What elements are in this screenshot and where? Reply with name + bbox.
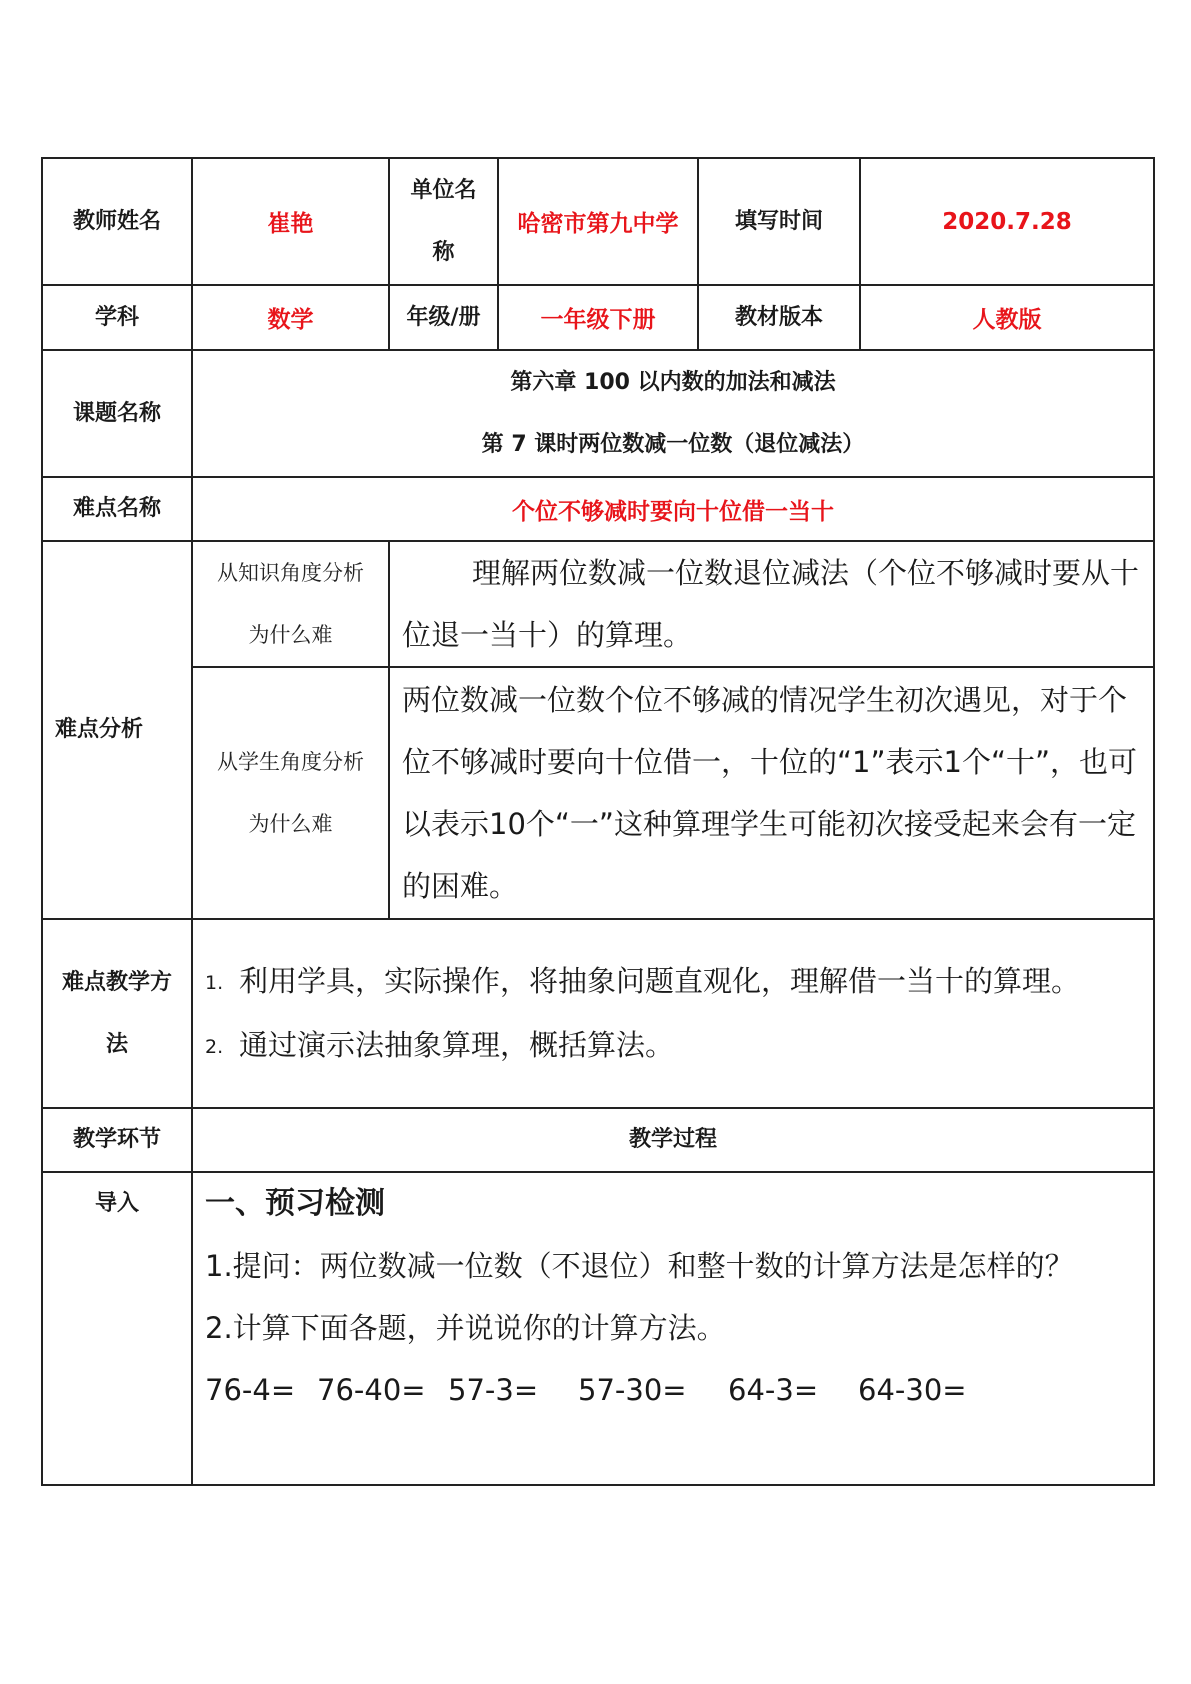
intro-row — [42, 1172, 1154, 1485]
unit-value: 哈密市第九中学 — [498, 158, 698, 285]
topic-value — [192, 350, 1154, 477]
topic-line-1: 第六章 100 以内数的加法和减法 — [510, 369, 836, 395]
student-angle-label: 从学生角度分析为什么难 — [192, 667, 389, 919]
difficulty-value: 个位不够减时要向十位借一当十 — [192, 477, 1154, 541]
exercise-item: 76-4= — [205, 1373, 296, 1407]
intro-content — [192, 1172, 1154, 1485]
process-row — [42, 1108, 1154, 1172]
methods-list — [192, 919, 1154, 1108]
student-angle-text: 两位数减一位数个位不够减的情况学生初次遇见，对于个位不够减时要向十位借一，十位的“1”表示1个“十”，也可以表示10个“一”这种算理学生可能初次接受起来会有一定的困难。 — [389, 667, 1154, 919]
date-value: 2020.7.28 — [860, 158, 1154, 285]
lesson-plan-table — [41, 157, 1155, 1486]
exercise-item: 57-30= — [578, 1373, 687, 1407]
process-label: 教学环节 — [42, 1108, 192, 1172]
header-row-1 — [42, 158, 1154, 285]
topic-line-2: 第 7 课时两位数减一位数（退位减法） — [481, 431, 865, 457]
intro-label: 导入 — [42, 1172, 192, 1485]
analysis-label: 难点分析 — [42, 541, 192, 919]
exercise-item: 57-3= — [448, 1373, 539, 1407]
method-item — [205, 1014, 1143, 1078]
analysis-row-student — [42, 667, 1154, 919]
exercise-item: 64-30= — [858, 1373, 967, 1407]
knowledge-angle-text: 理解两位数减一位数退位减法（个位不够减时要从十位退一当十）的算理。 — [389, 541, 1154, 667]
methods-row — [42, 919, 1154, 1108]
method-text: 利用学具，实际操作，将抽象问题直观化，理解借一当十的算理。 — [239, 963, 1081, 998]
exercise-item: 76-40= — [317, 1373, 426, 1407]
methods-label: 难点教学方法 — [42, 919, 192, 1108]
topic-row — [42, 350, 1154, 477]
method-text: 通过演示法抽象算理，概括算法。 — [239, 1027, 675, 1062]
question-2: 2.计算下面各题，并说说你的计算方法。 — [205, 1311, 726, 1345]
difficulty-row — [42, 477, 1154, 541]
grade-label: 年级/册 — [389, 285, 498, 350]
date-label: 填写时间 — [698, 158, 860, 285]
header-row-2 — [42, 285, 1154, 350]
grade-value: 一年级下册 — [498, 285, 698, 350]
method-item — [205, 950, 1143, 1014]
method-number: 2. — [205, 1035, 224, 1058]
edition-value: 人教版 — [860, 285, 1154, 350]
unit-label: 单位名称 — [389, 158, 498, 285]
exercise-item: 64-3= — [728, 1373, 819, 1407]
process-value: 教学过程 — [192, 1108, 1154, 1172]
analysis-row-knowledge — [42, 541, 1154, 667]
teacher-label: 教师姓名 — [42, 158, 192, 285]
question-1: 1.提问：两位数减一位数（不退位）和整十数的计算方法是怎样的？ — [205, 1249, 1074, 1283]
exercise-list — [205, 1359, 1143, 1421]
teacher-value: 崔艳 — [192, 158, 389, 285]
knowledge-angle-label: 从知识角度分析为什么难 — [192, 541, 389, 667]
subject-value: 数学 — [192, 285, 389, 350]
edition-label: 教材版本 — [698, 285, 860, 350]
difficulty-label: 难点名称 — [42, 477, 192, 541]
section-title: 一、预习检测 — [205, 1186, 385, 1221]
topic-label: 课题名称 — [42, 350, 192, 477]
subject-label: 学科 — [42, 285, 192, 350]
method-number: 1. — [205, 971, 224, 994]
